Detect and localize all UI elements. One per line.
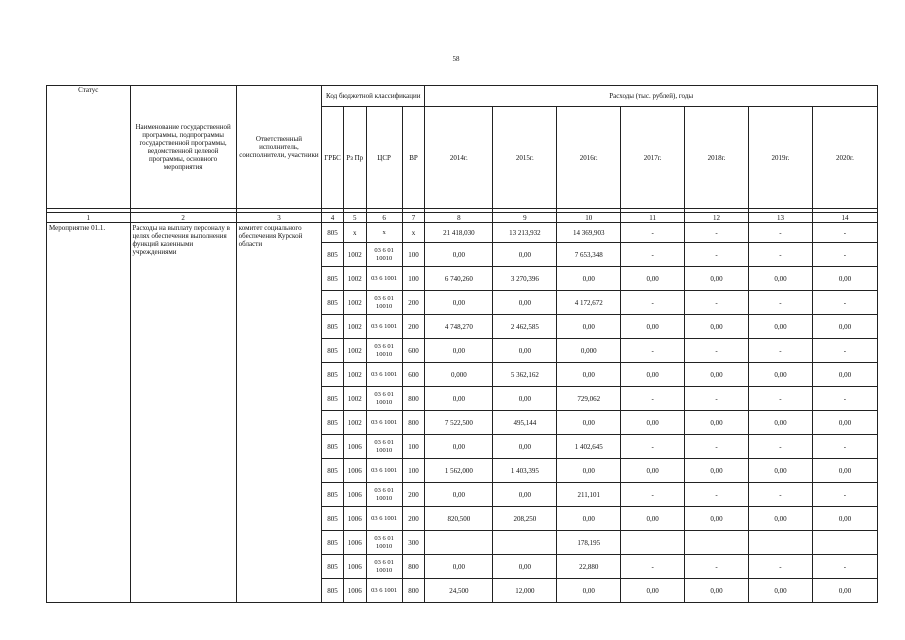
year-value-cell: 5 362,162 (493, 363, 557, 387)
year-value-cell: - (812, 243, 877, 267)
csr-cell: 03 6 1001 (366, 507, 402, 531)
year-value-cell: 0,00 (812, 315, 877, 339)
csr-cell: 03 6 01 10010 (366, 339, 402, 363)
vr-cell: 200 (402, 291, 425, 315)
year-value-cell: 0,00 (493, 555, 557, 579)
vr-cell: x (402, 223, 425, 243)
year-value-cell: - (748, 223, 812, 243)
year-value-cell: 1 402,645 (557, 435, 621, 459)
column-number: 6 (366, 213, 402, 223)
year-value-cell: 0,00 (425, 555, 493, 579)
year-value-cell: 0,00 (493, 339, 557, 363)
vr-cell: 800 (402, 579, 425, 603)
year-value-cell: 0,00 (685, 507, 749, 531)
year-value-cell: - (621, 555, 685, 579)
header-status: Статус (47, 86, 131, 209)
grbs-cell: 805 (322, 363, 344, 387)
vr-cell: 600 (402, 363, 425, 387)
csr-cell: 03 6 01 10010 (366, 291, 402, 315)
vr-cell: 300 (402, 531, 425, 555)
year-value-cell: 3 270,396 (493, 267, 557, 291)
year-value-cell: 0,000 (557, 339, 621, 363)
year-value-cell: - (621, 223, 685, 243)
column-number: 7 (402, 213, 425, 223)
year-value-cell: 0,00 (812, 411, 877, 435)
year-value-cell: 0,00 (493, 483, 557, 507)
column-number: 13 (748, 213, 812, 223)
year-value-cell: - (748, 339, 812, 363)
vr-cell: 100 (402, 267, 425, 291)
csr-cell: x (366, 223, 402, 243)
rzpr-cell: 1006 (343, 435, 366, 459)
year-value-cell: 1 562,000 (425, 459, 493, 483)
year-value-cell: 0,00 (493, 387, 557, 411)
year-value-cell: - (748, 435, 812, 459)
year-value-cell: 0,000 (425, 363, 493, 387)
year-value-cell: - (621, 435, 685, 459)
grbs-cell: 805 (322, 411, 344, 435)
year-value-cell: - (812, 339, 877, 363)
rzpr-cell: 1002 (343, 387, 366, 411)
year-value-cell: 0,00 (748, 507, 812, 531)
year-value-cell: 0,00 (493, 291, 557, 315)
header-year: 2015г. (493, 107, 557, 209)
year-value-cell: 0,00 (685, 363, 749, 387)
year-value-cell: - (748, 243, 812, 267)
year-value-cell: 0,00 (685, 459, 749, 483)
grbs-cell: 805 (322, 267, 344, 291)
header-name: Наименование государственной программы, подпрограммы государственной программы, ведомственной целевой программы, основного мероприятия (130, 86, 236, 209)
year-value-cell: 0,00 (621, 459, 685, 483)
vr-cell: 200 (402, 315, 425, 339)
year-value-cell: 0,00 (557, 459, 621, 483)
year-value-cell: 0,00 (685, 267, 749, 291)
year-value-cell: 21 418,030 (425, 223, 493, 243)
year-value-cell: - (748, 291, 812, 315)
year-value-cell: 178,195 (557, 531, 621, 555)
column-number: 8 (425, 213, 493, 223)
year-value-cell: 0,00 (748, 459, 812, 483)
csr-cell: 03 6 01 10010 (366, 243, 402, 267)
year-value-cell: 729,062 (557, 387, 621, 411)
year-value-cell: - (812, 387, 877, 411)
year-value-cell: 0,00 (621, 507, 685, 531)
year-value-cell (812, 531, 877, 555)
column-number: 4 (322, 213, 344, 223)
year-value-cell: - (685, 387, 749, 411)
year-value-cell: - (621, 387, 685, 411)
year-value-cell: 0,00 (493, 243, 557, 267)
year-value-cell: - (748, 483, 812, 507)
header-rzpr: Рз Пр (343, 107, 366, 209)
year-value-cell: 211,101 (557, 483, 621, 507)
year-value-cell: 24,500 (425, 579, 493, 603)
year-value-cell (685, 531, 749, 555)
column-number: 2 (130, 213, 236, 223)
vr-cell: 200 (402, 507, 425, 531)
grbs-cell: 805 (322, 435, 344, 459)
header-expenses: Расходы (тыс. рублей), годы (425, 86, 878, 107)
year-value-cell: 0,00 (748, 363, 812, 387)
rzpr-cell: 1006 (343, 459, 366, 483)
vr-cell: 800 (402, 387, 425, 411)
year-value-cell: 0,00 (812, 507, 877, 531)
year-value-cell: 0,00 (425, 291, 493, 315)
year-value-cell: - (685, 243, 749, 267)
header-year: 2016г. (557, 107, 621, 209)
grbs-cell: 805 (322, 555, 344, 579)
table-body (47, 209, 878, 603)
year-value-cell: - (812, 223, 877, 243)
year-value-cell: 0,00 (493, 435, 557, 459)
grbs-cell: 805 (322, 507, 344, 531)
header-responsible: Ответственный исполнитель, соисполнители, участники (236, 86, 322, 209)
activity-status: Мероприятие 01.1. (47, 223, 131, 603)
year-value-cell: 4 172,672 (557, 291, 621, 315)
column-number: 5 (343, 213, 366, 223)
rzpr-cell: 1006 (343, 579, 366, 603)
year-value-cell: - (685, 555, 749, 579)
header-year: 2014г. (425, 107, 493, 209)
csr-cell: 03 6 1001 (366, 459, 402, 483)
grbs-cell: 805 (322, 243, 344, 267)
column-number: 3 (236, 213, 322, 223)
column-number-row (47, 213, 878, 223)
csr-cell: 03 6 01 10010 (366, 387, 402, 411)
year-value-cell: 0,00 (425, 483, 493, 507)
year-value-cell: 0,00 (685, 579, 749, 603)
year-value-cell: 1 403,395 (493, 459, 557, 483)
year-value-cell: 7 653,348 (557, 243, 621, 267)
grbs-cell: 805 (322, 531, 344, 555)
activity-responsible: комитет социального обеспечения Курской области (236, 223, 322, 603)
rzpr-cell: 1002 (343, 315, 366, 339)
csr-cell: 03 6 01 10010 (366, 555, 402, 579)
year-value-cell: 0,00 (748, 411, 812, 435)
csr-cell: 03 6 1001 (366, 579, 402, 603)
activity-name: Расходы на выплату персоналу в целях обеспечения выполнения функций казенными учреждениями (130, 223, 236, 603)
year-value-cell (493, 531, 557, 555)
year-value-cell: 0,00 (812, 579, 877, 603)
rzpr-cell: 1006 (343, 483, 366, 507)
year-value-cell: 0,00 (557, 267, 621, 291)
grbs-cell: 805 (322, 483, 344, 507)
year-value-cell: - (748, 555, 812, 579)
vr-cell: 800 (402, 411, 425, 435)
budget-table (46, 85, 878, 603)
year-value-cell: - (812, 291, 877, 315)
year-value-cell: 0,00 (621, 315, 685, 339)
year-value-cell: 0,00 (557, 315, 621, 339)
year-value-cell: 0,00 (557, 411, 621, 435)
grbs-cell: 805 (322, 291, 344, 315)
header-year: 2018г. (685, 107, 749, 209)
year-value-cell: - (685, 435, 749, 459)
year-value-cell: 0,00 (812, 363, 877, 387)
year-value-cell: 0,00 (685, 411, 749, 435)
year-value-cell: 12,000 (493, 579, 557, 603)
year-value-cell: 0,00 (425, 243, 493, 267)
header-grbs: ГРБС (322, 107, 344, 209)
year-value-cell: - (812, 435, 877, 459)
year-value-cell: - (812, 555, 877, 579)
year-value-cell: 0,00 (425, 435, 493, 459)
year-value-cell: 2 462,585 (493, 315, 557, 339)
year-value-cell: 0,00 (621, 363, 685, 387)
year-value-cell: - (685, 339, 749, 363)
year-value-cell: 0,00 (748, 579, 812, 603)
grbs-cell: 805 (322, 459, 344, 483)
year-value-cell: - (685, 291, 749, 315)
header-year: 2019г. (748, 107, 812, 209)
year-value-cell: 0,00 (621, 267, 685, 291)
csr-cell: 03 6 01 10010 (366, 483, 402, 507)
year-value-cell: 14 369,903 (557, 223, 621, 243)
grbs-cell: 805 (322, 387, 344, 411)
rzpr-cell: 1002 (343, 363, 366, 387)
column-number: 11 (621, 213, 685, 223)
rzpr-cell: x (343, 223, 366, 243)
column-number: 1 (47, 213, 131, 223)
table-row (47, 223, 878, 243)
column-number: 14 (812, 213, 877, 223)
vr-cell: 800 (402, 555, 425, 579)
year-value-cell (748, 531, 812, 555)
column-number: 10 (557, 213, 621, 223)
header-csr: ЦСР (366, 107, 402, 209)
rzpr-cell: 1006 (343, 507, 366, 531)
year-value-cell: 22,880 (557, 555, 621, 579)
vr-cell: 100 (402, 243, 425, 267)
year-value-cell: 0,00 (425, 339, 493, 363)
vr-cell: 200 (402, 483, 425, 507)
vr-cell: 100 (402, 459, 425, 483)
vr-cell: 100 (402, 435, 425, 459)
year-value-cell: 0,00 (621, 411, 685, 435)
year-value-cell: 0,00 (685, 315, 749, 339)
year-value-cell: 0,00 (425, 387, 493, 411)
grbs-cell: 805 (322, 579, 344, 603)
year-value-cell: 13 213,932 (493, 223, 557, 243)
year-value-cell: 495,144 (493, 411, 557, 435)
year-value-cell (621, 531, 685, 555)
year-value-cell: 0,00 (557, 363, 621, 387)
rzpr-cell: 1002 (343, 291, 366, 315)
grbs-cell: 805 (322, 339, 344, 363)
year-value-cell: 0,00 (748, 267, 812, 291)
rzpr-cell: 1002 (343, 339, 366, 363)
year-value-cell: 0,00 (557, 507, 621, 531)
csr-cell: 03 6 1001 (366, 267, 402, 291)
csr-cell: 03 6 01 10010 (366, 435, 402, 459)
year-value-cell: - (812, 483, 877, 507)
year-value-cell: 0,00 (812, 459, 877, 483)
header-year: 2017г. (621, 107, 685, 209)
csr-cell: 03 6 1001 (366, 315, 402, 339)
year-value-cell: - (748, 387, 812, 411)
column-number: 12 (685, 213, 749, 223)
header-budget-code: Код бюджетной классификации (322, 86, 425, 107)
year-value-cell: 0,00 (557, 579, 621, 603)
rzpr-cell: 1006 (343, 555, 366, 579)
vr-cell: 600 (402, 339, 425, 363)
year-value-cell: 208,250 (493, 507, 557, 531)
csr-cell: 03 6 1001 (366, 363, 402, 387)
year-value-cell: - (685, 223, 749, 243)
year-value-cell (425, 531, 493, 555)
csr-cell: 03 6 1001 (366, 411, 402, 435)
year-value-cell: 0,00 (748, 315, 812, 339)
year-value-cell: - (621, 243, 685, 267)
year-value-cell: 820,500 (425, 507, 493, 531)
csr-cell: 03 6 01 10010 (366, 531, 402, 555)
header-year: 2020г. (812, 107, 877, 209)
year-value-cell: - (685, 483, 749, 507)
page-number: 58 (452, 55, 460, 63)
grbs-cell: 805 (322, 223, 344, 243)
rzpr-cell: 1002 (343, 411, 366, 435)
year-value-cell: - (621, 339, 685, 363)
column-number: 9 (493, 213, 557, 223)
header-vr: ВР (402, 107, 425, 209)
year-value-cell: - (621, 483, 685, 507)
grbs-cell: 805 (322, 315, 344, 339)
year-value-cell: - (621, 291, 685, 315)
year-value-cell: 7 522,500 (425, 411, 493, 435)
rzpr-cell: 1002 (343, 267, 366, 291)
year-value-cell: 0,00 (621, 579, 685, 603)
year-value-cell: 4 748,270 (425, 315, 493, 339)
year-value-cell: 0,00 (812, 267, 877, 291)
year-value-cell: 6 740,260 (425, 267, 493, 291)
rzpr-cell: 1002 (343, 243, 366, 267)
rzpr-cell: 1006 (343, 531, 366, 555)
